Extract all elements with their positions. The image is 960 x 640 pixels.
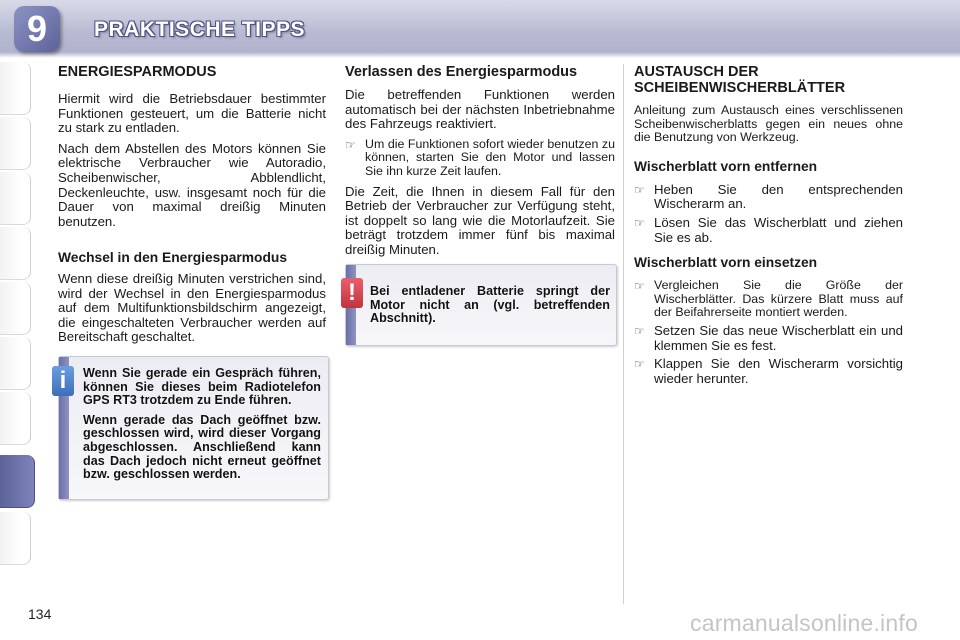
subheading-energy-mode-switch: Wechsel in den Energiesparmodus: [58, 250, 287, 265]
list-item-text: Klappen Sie den Wischerarm vorsichtig wieder herunter.: [654, 356, 903, 386]
pointing-hand-icon: ☞: [634, 323, 645, 338]
left-subsection: [58, 250, 326, 351]
watermark: carmanualsonline.info: [690, 610, 918, 636]
list-item: [345, 138, 615, 179]
info-box: [58, 356, 329, 500]
pointing-hand-icon: ☞: [634, 279, 645, 294]
pointing-hand-icon: ☞: [634, 357, 645, 372]
paragraph: Hiermit wird die Betriebsdauer bestimmter Funktionen gesteuert, um die Batterie nicht zu stark zu entladen.: [58, 91, 326, 136]
info-paragraph: Wenn gerade das Dach geöffnet bzw. geschlossen wird, wird dieser Vorgang abgeschlossen. Anschließend kann das Dach jedoch nicht erneut geöffnet bzw. geschlossen werden.: [83, 412, 321, 482]
chapter-tab[interactable]: [0, 282, 31, 335]
section-heading-exit-mode: Verlassen des Energiesparmodus: [345, 64, 578, 80]
info-box-text: [83, 367, 321, 482]
chapter-tab[interactable]: [0, 172, 31, 225]
chapter-tab-active[interactable]: [0, 455, 35, 508]
paragraph: Die Zeit, die Ihnen in diesem Fall für den Betrieb der Verbraucher zur Verfügung steht, ist doppelt so lang wie die Motorlaufzeit. Sie beträgt trotzdem immer fünf bis maximal dreißig Minuten.: [345, 183, 615, 257]
list-item: [634, 357, 903, 386]
subheading-install-wiper: Wischerblatt vorn einsetzen: [634, 255, 818, 271]
section-heading-energy-saving: ENERGIESPARMODUS: [58, 64, 217, 80]
pointing-hand-icon: ☞: [634, 215, 645, 230]
section-heading-wiper-blades: AUSTAUSCH DER SCHEIBENWISCHERBLÄTTER: [634, 64, 846, 96]
list-item-text: Vergleichen Sie die Größe der Wischerblätter. Das kürzere Blatt muss auf der Beifahrerseite montiert werden.: [654, 278, 903, 320]
paragraph: Nach dem Abstellen des Motors können Sie elektrische Verbraucher wie Autoradio, Scheibenwischer, Abblendlicht, Deckenleuchte, usw. insgesamt noch für die Dauer von maximal dreißig Minuten benutzen.: [58, 140, 326, 229]
info-paragraph: Wenn Sie gerade ein Gespräch führen, können Sie dieses beim Radiotelefon GPS RT3 trotzdem zu Ende führen.: [83, 366, 321, 408]
chapter-number-badge: 9: [14, 6, 60, 52]
page-title: PRAKTISCHE TIPPS: [94, 18, 306, 41]
paragraph: Wenn diese dreißig Minuten verstrichen sind, wird der Wechsel in den Energiesparmodus auf dem Multifunktionsbildschirm angezeigt, die eingeschalteten Verbraucher werden auf Bereitschaft geschaltet.: [58, 271, 326, 345]
chapter-tab[interactable]: [0, 227, 31, 280]
column-divider: [623, 64, 624, 604]
page-number: 134: [28, 606, 52, 622]
left-column: [58, 64, 326, 235]
paragraph: Anleitung zum Austausch eines verschlissenen Scheibenwischerblatts gegen ein neues ohne die Benutzung von Werkzeug.: [634, 103, 903, 145]
warning-box-text: Bei entladener Batterie springt der Motor nicht an (vgl. betreffenden Abschnitt).: [370, 284, 610, 326]
chapter-tab[interactable]: [0, 117, 31, 170]
info-icon: i: [52, 366, 74, 396]
right-column: [634, 64, 903, 390]
subheading-remove-wiper: Wischerblatt vorn entfernen: [634, 158, 818, 174]
pointing-hand-icon: ☞: [634, 182, 645, 197]
list-item: [634, 279, 903, 320]
list-item-text: Um die Funktionen sofort wieder benutzen zu können, starten Sie den Motor und lassen Sie ihn kurze Zeit laufen.: [365, 136, 615, 178]
chapter-tab[interactable]: [0, 392, 31, 445]
chapter-tab[interactable]: [0, 512, 31, 565]
chapter-tab[interactable]: [0, 337, 31, 390]
list-item-text: Setzen Sie das neue Wischerblatt ein und klemmen Sie es fest.: [654, 322, 903, 353]
chapter-tab[interactable]: [0, 62, 31, 115]
list-item: [634, 183, 903, 212]
list-item-text: Lösen Sie das Wischerblatt und ziehen Sie es ab.: [654, 214, 903, 245]
list-item-text: Heben Sie den entsprechenden Wischerarm an.: [654, 181, 903, 212]
list-item: [634, 324, 903, 353]
middle-column: [345, 64, 615, 264]
warning-box: [345, 264, 617, 346]
chapter-tabs: [0, 62, 34, 577]
paragraph: Die betreffenden Funktionen werden automatisch bei der nächsten Inbetriebnahme des Fahrzeugs reaktiviert.: [345, 87, 615, 132]
warning-icon: !: [341, 278, 363, 308]
pointing-hand-icon: ☞: [345, 137, 356, 152]
list-item: [634, 216, 903, 245]
